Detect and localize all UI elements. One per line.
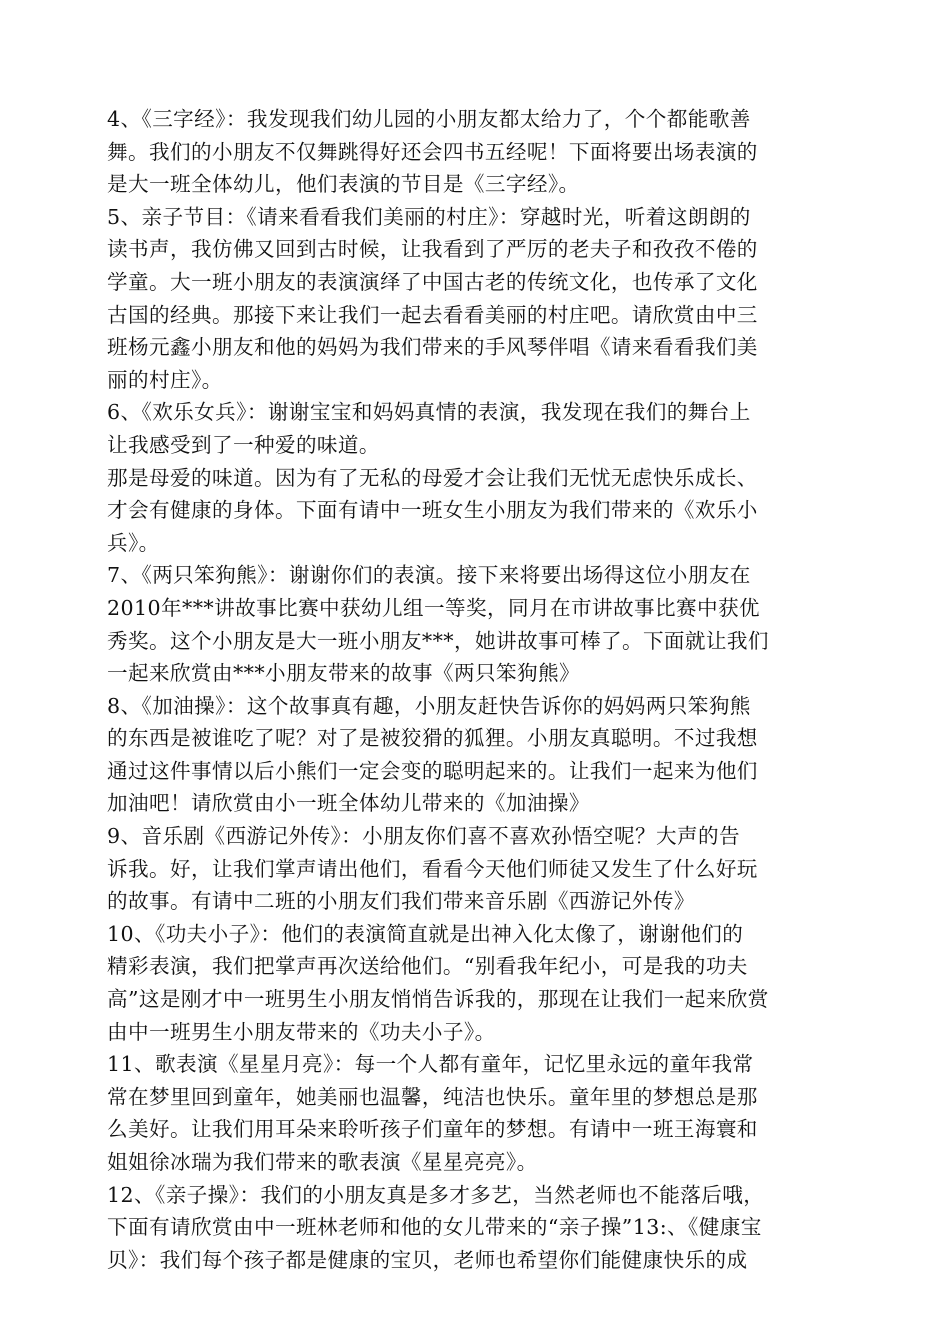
text-line: 6、《欢乐女兵》：谢谢宝宝和妈妈真情的表演，我发现在我们的舞台上: [107, 400, 751, 425]
text-line: 常在梦里回到童年，她美丽也温馨，纯洁也快乐。童年里的梦想总是那: [107, 1084, 758, 1109]
text-line: 学童。大一班小朋友的表演演绎了中国古老的传统文化，也传承了文化: [107, 269, 758, 294]
text-line: 的东西是被谁吃了呢？对了是被狡猾的狐狸。小朋友真聪明。不过我想: [107, 726, 758, 751]
text-line: 古国的经典。那接下来让我们一起去看看美丽的村庄吧。请欣赏由中三: [107, 302, 758, 327]
text-line: 加油吧！请欣赏由小一班全体幼儿带来的《加油操》: [107, 791, 590, 816]
text-line: 9、音乐剧《西游记外传》：小朋友你们喜不喜欢孙悟空呢？大声的告: [107, 824, 741, 849]
text-line: 读书声，我仿佛又回到古时候，让我看到了严厉的老夫子和孜孜不倦的: [107, 237, 758, 262]
text-line: 秀奖。这个小朋友是大一班小朋友***，她讲故事可棒了。下面就让我们: [107, 628, 769, 653]
text-line: 10、《功夫小子》：他们的表演简直就是出神入化太像了，谢谢他们的: [107, 921, 744, 946]
text-line: 8、《加油操》：这个故事真有趣，小朋友赶快告诉你的妈妈两只笨狗熊: [107, 693, 751, 718]
text-line: 12、《亲子操》：我们的小朋友真是多才多艺，当然老师也不能落后哦，: [107, 1182, 765, 1207]
text-line: 才会有健康的身体。下面有请中一班女生小朋友为我们带来的《欢乐小: [107, 498, 758, 523]
text-line: 下面有请欣赏由中一班林老师和他的女儿带来的“亲子操”13:、《健康宝: [107, 1215, 762, 1240]
text-line: 舞。我们的小朋友不仅舞跳得好还会四书五经呢！下面将要出场表演的: [107, 139, 758, 164]
text-line: 姐姐徐冰瑞为我们带来的歌表演《星星亮亮》。: [107, 1150, 538, 1174]
text-line: 是大一班全体幼儿，他们表演的节目是《三字经》。: [107, 172, 580, 197]
text-line: 让我感受到了一种爱的味道。: [107, 432, 380, 457]
text-line: 的故事。有请中二班的小朋友们我们带来音乐剧《西游记外传》: [107, 889, 695, 914]
document-body: [107, 103, 847, 1276]
text-line: 一起来欣赏由***小朋友带来的故事《两只笨狗熊》: [107, 661, 580, 686]
text-line: 高”这是刚才中一班男生小朋友悄悄告诉我的，那现在让我们一起来欣赏: [107, 987, 769, 1012]
text-line: 兵》。: [107, 530, 160, 555]
text-line: 由中一班男生小朋友带来的《功夫小子》。: [107, 1019, 496, 1044]
text-line: 班杨元鑫小朋友和他的妈妈为我们带来的手风琴伴唱《请来看看我们美: [107, 335, 758, 360]
text-line: 么美好。让我们用耳朵来聆听孩子们童年的梦想。有请中一班王海寰和: [107, 1117, 758, 1142]
text-line: 贝》：我们每个孩子都是健康的宝贝，老师也希望你们能健康快乐的成: [107, 1247, 748, 1272]
text-line: 11、歌表演《星星月亮》：每一个人都有童年，记忆里永远的童年我常: [107, 1052, 754, 1077]
text-line: 通过这件事情以后小熊们一定会变的聪明起来的。让我们一起来为他们: [107, 758, 758, 783]
text-line: 那是母爱的味道。因为有了无私的母爱才会让我们无忧无虑快乐成长、: [107, 465, 758, 490]
text-line: 丽的村庄》。: [107, 367, 223, 392]
text-line: 诉我。好，让我们掌声请出他们，看看今天他们师徒又发生了什么好玩: [107, 856, 758, 881]
text-line: 2010年***讲故事比赛中获幼儿组一等奖，同月在市讲故事比赛中获优: [107, 595, 760, 620]
text-line: 5、亲子节目：《请来看看我们美丽的村庄》：穿越时光，听着这朗朗的: [107, 204, 751, 229]
text-line: 精彩表演，我们把掌声再次送给他们。“别看我年纪小，可是我的功夫: [107, 954, 748, 979]
text-line: 4、《三字经》：我发现我们幼儿园的小朋友都太给力了，个个都能歌善: [107, 107, 751, 131]
text-line: 7、《两只笨狗熊》：谢谢你们的表演。接下来将要出场得这位小朋友在: [107, 563, 751, 588]
